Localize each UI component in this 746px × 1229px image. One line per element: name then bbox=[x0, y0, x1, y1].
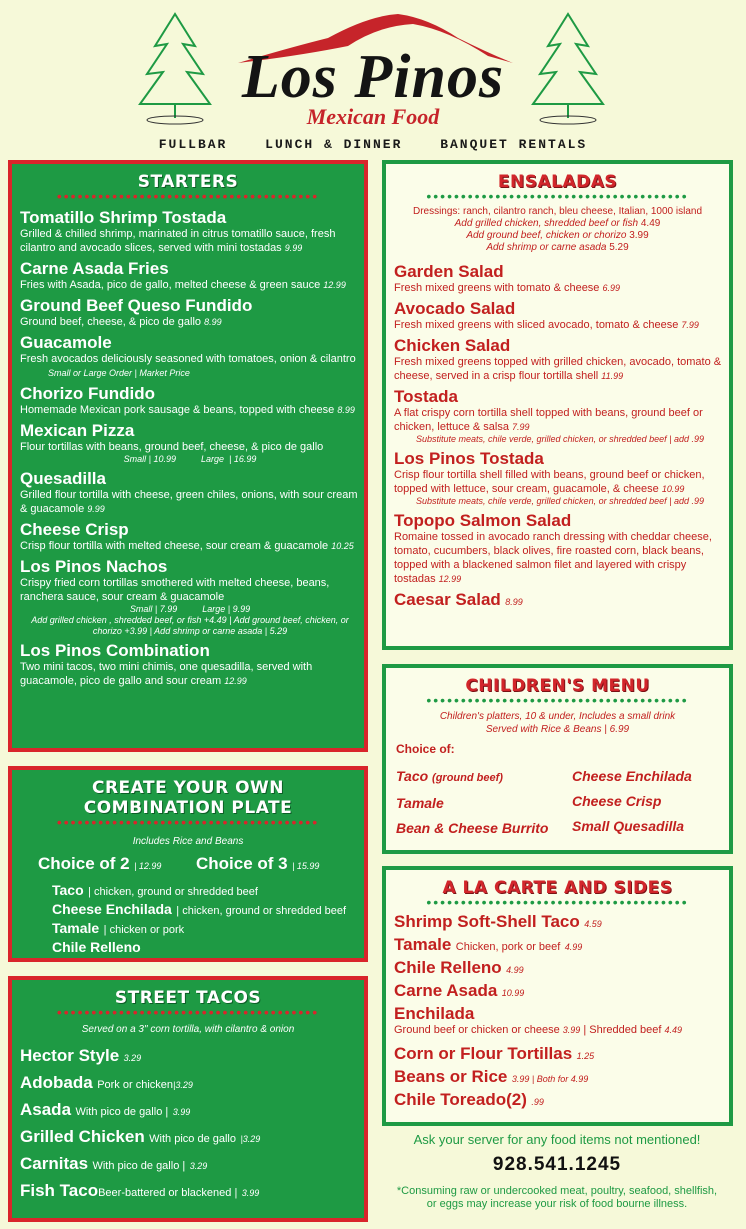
childrens-left-options bbox=[396, 764, 566, 841]
taco-item: Adobada Pork or chicken|3.29 bbox=[20, 1073, 193, 1092]
starter-item: Tomatillo Shrimp Tostada Grilled & chilled shrimp, marinated in citrus tomatillo sauce, fresh cilantro and avocado slices, served with mini tostadas 9.99 bbox=[20, 208, 336, 254]
tagline bbox=[0, 137, 746, 152]
street-tacos-section bbox=[8, 976, 368, 1222]
choice-of-3: Choice of 3 | 15.99 bbox=[196, 854, 320, 873]
side-item: Chile Toreado(2) .99 bbox=[394, 1090, 544, 1109]
street-tacos-title: STREET TACOS bbox=[114, 988, 262, 1008]
side-item: Carne Asada 10.99 bbox=[394, 981, 525, 1000]
childrens-right-options bbox=[572, 764, 732, 839]
starter-item: Carne Asada Fries Fries with Asada, pico de gallo, melted cheese & green sauce 12.99 bbox=[20, 259, 346, 291]
a-la-carte-section bbox=[382, 866, 733, 1126]
tagline-banquet: BANQUET RENTALS bbox=[440, 137, 588, 152]
combination-option: Chile Relleno bbox=[52, 939, 141, 955]
starter-item: Los Pinos Combination Two mini tacos, two mini chimis, one quesadilla, served with guacamole, pico de gallo and sour cream 12.99 bbox=[20, 641, 313, 687]
divider: •••••••••••••••••••••••••••••••••••••• bbox=[426, 898, 689, 908]
choice-of-2: Choice of 2 | 12.99 bbox=[38, 854, 162, 873]
salad-item: Avocado Salad Fresh mixed greens with sliced avocado, tomato & cheese 7.99 bbox=[394, 299, 699, 331]
a-la-carte-list bbox=[394, 912, 726, 1113]
street-tacos-served: Served on a 3" corn tortilla, with cilantro & onion bbox=[81, 1024, 295, 1035]
childrens-option: Tamale bbox=[396, 795, 444, 811]
taco-item: Grilled Chicken With pico de gallo |3.29 bbox=[20, 1127, 261, 1146]
side-item: Enchilada Ground beef or chicken or cheese 3.99 | Shredded beef 4.49 bbox=[394, 1004, 683, 1036]
divider: •••••••••••••••••••••••••••••••••••••• bbox=[426, 696, 689, 706]
ensaladas-section bbox=[382, 160, 733, 650]
a-la-carte-title: A LA CARTE AND SIDES bbox=[442, 878, 673, 898]
starter-item: Guacamole Fresh avocados deliciously seasoned with tomatoes, onion & cilantro Small or Large Order | Market Price bbox=[20, 333, 356, 378]
salad-item: Topopo Salmon Salad Romaine tossed in avocado ranch dressing with cheddar cheese, tomato, cucumbers, black olives, fire roasted corn, black beans, topped with a blackened salmon filet and layered with crispy tostadas 12.99 bbox=[394, 511, 712, 585]
ensaladas-list bbox=[394, 262, 726, 610]
combination-options bbox=[52, 882, 362, 958]
choice-of-label: Choice of: bbox=[396, 742, 455, 756]
taco-item: Hector Style 3.29 bbox=[20, 1046, 142, 1065]
tagline-fullbar: FULLBAR bbox=[158, 137, 228, 152]
side-item: Chile Relleno 4.99 bbox=[394, 958, 524, 977]
combination-option: Taco | chicken, ground or shredded beef bbox=[52, 882, 258, 898]
combination-includes: Includes Rice and Beans bbox=[132, 836, 244, 847]
childrens-menu-section bbox=[382, 664, 733, 854]
starter-item: Mexican Pizza Flour tortillas with beans, ground beef, cheese, & pico de gallo Small | 10.99 Large | 16.99 bbox=[20, 421, 324, 464]
brand-name: Los Pinos bbox=[241, 43, 505, 111]
combination-section bbox=[8, 766, 368, 962]
side-item: Shrimp Soft-Shell Taco 4.59 bbox=[394, 912, 602, 931]
childrens-info: Children's platters, 10 & under, Includes a small drink Served with Rice & Beans | 6.99 bbox=[439, 711, 676, 735]
starter-item: Quesadilla Grilled flour tortilla with cheese, green chiles, onions, with sour cream & guacamole 9.99 bbox=[20, 469, 358, 515]
divider: •••••••••••••••••••••••••••••••••••••• bbox=[56, 1008, 320, 1018]
tagline-lunch-dinner: LUNCH & DINNER bbox=[265, 137, 403, 152]
salad-item: Garden Salad Fresh mixed greens with tomato & cheese 6.99 bbox=[394, 262, 621, 294]
salad-item: Tostada A flat crispy corn tortilla shell topped with beans, ground beef or chicken, lettuce & salsa 7.99 Substitute meats, chile verde, grilled chicken, or shredded beef | add .99 bbox=[394, 387, 704, 444]
ensaladas-dressings: Dressings: ranch, cilantro ranch, bleu cheese, Italian, 1000 island Add grilled chicken, shredded beef or fish 4.49 Add ground beef, chicken or chorizo 3.99 Add shrimp or carne asada 5.29 bbox=[412, 206, 703, 253]
childrens-option: Cheese Enchilada bbox=[572, 768, 692, 784]
salad-item: Caesar Salad 8.99 bbox=[394, 590, 523, 609]
divider: •••••••••••••••••••••••••••••••••••••• bbox=[426, 192, 689, 202]
combination-title-2: COMBINATION PLATE bbox=[83, 798, 293, 818]
street-tacos-list bbox=[20, 1046, 360, 1208]
childrens-option: Cheese Crisp bbox=[572, 793, 662, 809]
brand-subtitle: Mexican Food bbox=[306, 104, 440, 129]
divider: •••••••••••••••••••••••••••••••••••••• bbox=[56, 192, 320, 202]
combination-option: Tamale | chicken or pork bbox=[52, 920, 185, 936]
starters-section bbox=[8, 160, 368, 752]
starters-title: STARTERS bbox=[137, 172, 239, 192]
starter-item: Ground Beef Queso Fundido Ground beef, cheese, & pico de gallo 8.99 bbox=[20, 296, 253, 328]
starters-list bbox=[20, 208, 360, 688]
menu-header bbox=[0, 0, 746, 158]
phone-number: 928.541.1245 bbox=[492, 1154, 622, 1175]
consumption-warning: *Consuming raw or undercooked meat, poultry, seafood, shellfish, or eggs may increase your risk of food bourne illness. bbox=[396, 1185, 718, 1210]
salad-item: Los Pinos Tostada Crisp flour tortilla shell filled with beans, ground beef or chicken, topped with lettuce, sour cream, guacamole, & cheese 10.99 Substitute meats, chile verde, grilled chicken, or shredded beef | add .99 bbox=[394, 449, 705, 506]
starter-item: Cheese Crisp Crisp flour tortilla with melted cheese, sour cream & guacamole 10.25 bbox=[20, 520, 354, 552]
combination-option: Cheese Enchilada | chicken, ground or shredded beef bbox=[52, 901, 347, 917]
childrens-option: Taco (ground beef) bbox=[396, 768, 503, 784]
side-item: Corn or Flour Tortillas 1.25 bbox=[394, 1044, 595, 1063]
childrens-option: Bean & Cheese Burrito bbox=[396, 820, 549, 836]
salad-item: Chicken Salad Fresh mixed greens topped with grilled chicken, avocado, tomato & cheese, served in a crisp flour tortilla shell 11.99 bbox=[394, 336, 722, 382]
taco-item: Carnitas With pico de gallo | 3.29 bbox=[20, 1154, 208, 1173]
childrens-menu-title: CHILDREN'S MENU bbox=[465, 676, 650, 696]
taco-item: Asada With pico de gallo | 3.99 bbox=[20, 1100, 191, 1119]
starter-item: Chorizo Fundido Homemade Mexican pork sausage & beans, topped with cheese 8.99 bbox=[20, 384, 355, 416]
childrens-option: Small Quesadilla bbox=[572, 818, 685, 834]
ensaladas-title: ENSALADAS bbox=[497, 172, 618, 192]
ask-server-note: Ask your server for any food items not mentioned! bbox=[413, 1132, 701, 1147]
side-item: Beans or Rice 3.99 | Both for 4.99 bbox=[394, 1067, 589, 1086]
starter-item: Los Pinos Nachos Crispy fried corn tortillas smothered with melted cheese, beans, ranchera sauce, sour cream & guacamole Small | 7.99 Large | 9.99 Add grilled chicken , shredded beef, or fish +4.49 | Add ground beef, chicken, or chorizo +3.99 | Add shrimp or carne asada | 5.29 bbox=[20, 557, 349, 636]
divider: •••••••••••••••••••••••••••••••••••••• bbox=[56, 818, 320, 828]
combination-title-1: CREATE YOUR OWN bbox=[91, 778, 285, 798]
side-item: Tamale Chicken, pork or beef 4.99 bbox=[394, 935, 583, 954]
taco-item: Fish TacoBeer-battered or blackened | 3.99 bbox=[20, 1181, 260, 1200]
